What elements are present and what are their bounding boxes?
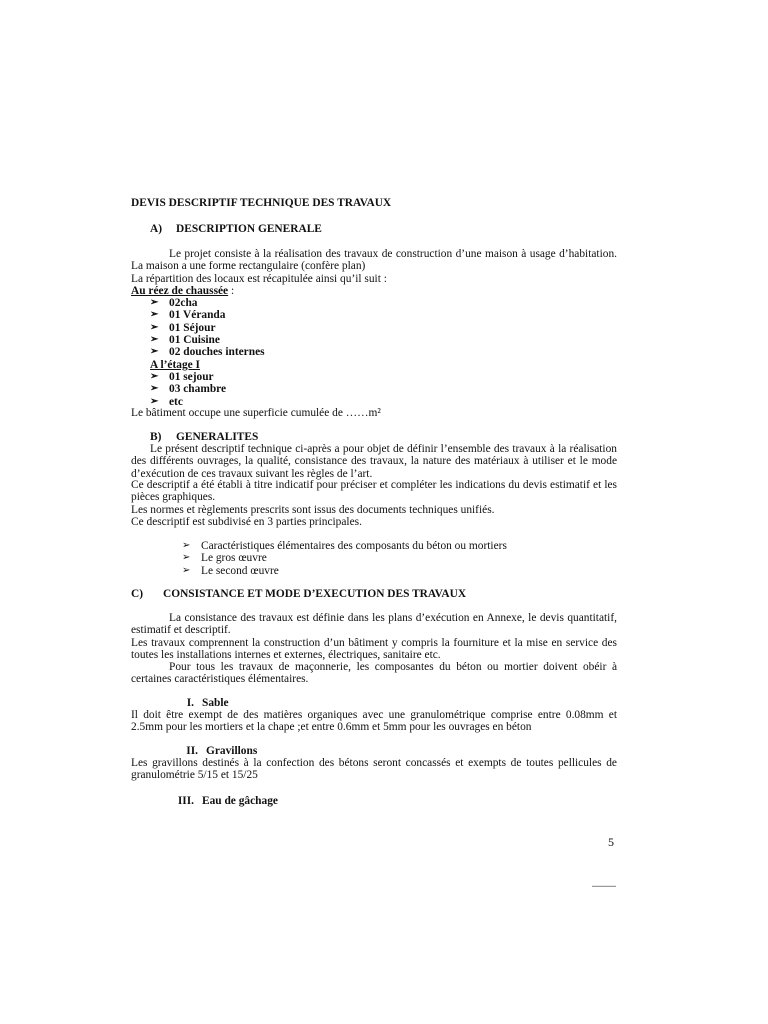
section-c-letter: C): [131, 588, 144, 600]
arrow-bullet-icon: ➢: [150, 383, 159, 395]
section-a-paragraph-2: La répartition des locaux est récapitulée ainsi qu’il suit :: [131, 273, 387, 285]
section-b-paragraph-2: Ce descriptif a été établi à titre indicatif pour préciser et compléter les indications du devis estimatif et les pièces graphiques.: [131, 479, 617, 504]
arrow-bullet-icon: ➢: [150, 346, 159, 358]
section-c-title: CONSISTANCE ET MODE D’EXECUTION DES TRAVAUX: [163, 588, 467, 600]
list-item: ➢ 01 Véranda: [150, 309, 226, 322]
arrow-bullet-icon: ➢: [150, 321, 159, 333]
ground-floor-list: [150, 297, 450, 358]
list-item: ➢ 01 sejour: [150, 371, 214, 383]
section-b-heading: [150, 431, 617, 443]
subsection-gravillons-number: II.: [186, 745, 198, 757]
list-item: ➢ 02cha: [150, 297, 198, 309]
subsection-gravillons-title: Gravillons: [206, 745, 258, 757]
page-number: 5: [608, 835, 614, 849]
subsection-gravillons-heading: [172, 745, 472, 757]
section-b-paragraph-1: Le présent descriptif technique ci-après a pour objet de définir l’ensemble des travaux à la réalisation des différents ouvrages, la qualité, consistance des travaux, la nature des matériaux à utiliser et le mode d’exécution de ces travaux suivant les règles de l’art.: [131, 443, 617, 480]
subsection-sable-number: I.: [186, 697, 194, 709]
section-c-paragraph-3: Pour tous les travaux de maçonnerie, les composantes du béton ou mortier doivent obéir à certaines caractéristiques élémentaires.: [131, 661, 617, 686]
arrow-bullet-icon: ➢: [150, 333, 159, 345]
section-b-paragraph-4: Ce descriptif est subdivisé en 3 parties principales.: [131, 516, 362, 528]
arrow-bullet-icon: ➢: [150, 395, 159, 407]
section-c-paragraph-1: La consistance des travaux est définie dans les plans d’exécution en Annexe, le devis quantitatif, estimatif et descriptif.: [131, 612, 617, 637]
section-b-letter: B): [150, 431, 162, 443]
arrow-bullet-icon: ➢: [182, 564, 191, 576]
subsection-eau-number: III.: [177, 795, 194, 807]
subsection-eau-title: Eau de gâchage: [202, 795, 278, 807]
section-b-paragraph-3: Les normes et règlements prescrits sont issus des documents techniques unifiés.: [131, 504, 495, 516]
first-floor-list: [150, 371, 450, 408]
section-b-title: GENERALITES: [176, 431, 259, 443]
subsection-eau-heading: [168, 795, 468, 807]
list-item: ➢ Caractéristiques élémentaires des composants du béton ou mortiers: [182, 540, 507, 552]
first-floor-label: A l’étage I: [150, 359, 200, 371]
arrow-bullet-icon: ➢: [182, 552, 191, 564]
footer-watermark-mark: ▬▬▬▬▬▬: [592, 883, 616, 888]
list-item: ➢ 01 Cuisine: [150, 333, 220, 346]
section-a-paragraph-1: Le projet consiste à la réalisation des travaux de construction d’une maison à usage d’habitation. La maison a une forme rectangulaire (confère plan): [131, 248, 617, 273]
list-item: ➢ 03 chambre: [150, 383, 227, 396]
subsection-gravillons-text: Les gravillons destinés à la confection des bétons seront concassés et exempts de toutes pellicules de granulométrie 5/15 et 15/25: [131, 757, 617, 782]
list-item: ➢ Le second œuvre: [182, 564, 279, 577]
list-item: ➢ Le gros œuvre: [182, 552, 267, 565]
subsection-sable-text: Il doit être exempt de des matières organiques avec une granulométrique comprise entre 0.08mm et 2.5mm pour les mortiers et la chape ;et entre 0.6mm et 5mm pour les ouvrages en béton: [131, 709, 617, 734]
document-title: DEVIS DESCRIPTIF TECHNIQUE DES TRAVAUX: [131, 197, 392, 209]
section-a-title: DESCRIPTION GENERALE: [176, 223, 322, 235]
arrow-bullet-icon: ➢: [150, 297, 159, 308]
ground-floor-label-line: [131, 285, 617, 297]
area-line: Le bâtiment occupe une superficie cumulée de ……m²: [131, 407, 381, 419]
ground-floor-label: Au réez de chaussée: [131, 285, 229, 297]
list-item: ➢ 01 Séjour: [150, 321, 216, 334]
subsection-sable-heading: [168, 697, 468, 709]
arrow-bullet-icon: ➢: [150, 309, 159, 321]
ground-floor-colon: :: [228, 285, 235, 297]
first-floor-label-line: [150, 359, 450, 371]
subsection-sable-title: Sable: [202, 697, 229, 709]
section-a-letter: A): [150, 223, 163, 235]
arrow-bullet-icon: ➢: [150, 371, 159, 382]
list-item: ➢ 02 douches internes: [150, 346, 265, 359]
parts-list: [182, 540, 612, 577]
section-a-heading: [150, 223, 617, 235]
section-c-paragraph-2: Les travaux comprennent la construction d’un bâtiment y compris la fourniture et la mise en service des toutes les installations internes et externes, électriques, sanitaire etc.: [131, 637, 617, 662]
list-item: ➢ etc: [150, 395, 183, 408]
section-c-heading: [131, 588, 617, 600]
arrow-bullet-icon: ➢: [182, 540, 191, 551]
